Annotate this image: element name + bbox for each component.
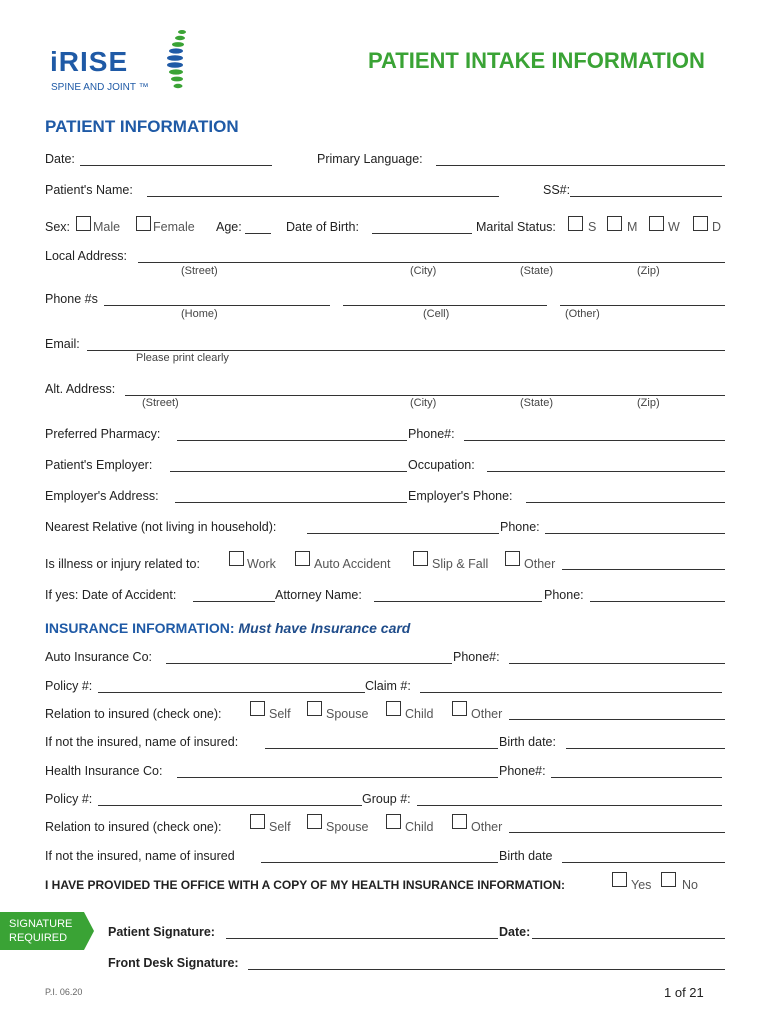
date-label: Date:	[45, 152, 75, 166]
health-spouse-label: Spouse	[326, 820, 369, 834]
auto-child-label: Child	[405, 707, 434, 721]
auto-other-label: Other	[471, 707, 503, 721]
logo-tagline: SPINE AND JOINT ™	[51, 82, 149, 93]
auto-policy-field[interactable]	[98, 692, 365, 693]
employer-address-label: Employer's Address:	[45, 489, 159, 503]
local-state-hint: (State)	[520, 265, 554, 277]
female-checkbox[interactable]	[136, 216, 151, 231]
other-phone-hint: (Other)	[565, 308, 600, 320]
provided-yes-checkbox[interactable]	[612, 872, 627, 887]
insurance-title-text: INSURANCE INFORMATION:	[45, 620, 235, 636]
patient-name-label: Patient's Name:	[45, 183, 133, 197]
auto-relation-label: Relation to insured (check one):	[45, 707, 222, 721]
dob-field[interactable]	[372, 233, 472, 234]
badge-line1: SIGNATURE	[9, 918, 73, 930]
local-address-label: Local Address:	[45, 249, 127, 263]
illness-related-label: Is illness or injury related to:	[45, 557, 200, 571]
health-birth-date-field[interactable]	[562, 862, 725, 863]
attorney-field[interactable]	[374, 601, 542, 602]
insurance-title-note: Must have Insurance card	[238, 620, 411, 636]
signature-required-badge	[0, 912, 94, 950]
nearest-relative-label: Nearest Relative (not living in household):	[45, 520, 277, 534]
marital-d-label: D	[712, 220, 722, 234]
health-policy-label: Policy #:	[45, 792, 93, 806]
page-number: 1 of 21	[664, 985, 704, 1000]
form-code: P.I. 06.20	[45, 987, 83, 997]
logo-text: iRISE	[50, 46, 129, 77]
employer-field[interactable]	[170, 471, 407, 472]
alt-city-hint: (City)	[410, 397, 437, 409]
health-policy-field[interactable]	[98, 805, 362, 806]
relative-phone-label: Phone:	[500, 520, 540, 534]
logo	[50, 46, 190, 100]
primary-language-label: Primary Language:	[317, 152, 423, 166]
patient-name-field[interactable]	[147, 196, 499, 197]
front-desk-signature-label: Front Desk Signature:	[108, 956, 239, 970]
patient-signature-label: Patient Signature:	[108, 925, 215, 939]
other-cause-label: Other	[524, 557, 556, 571]
auto-insurance-phone-label: Phone#:	[453, 650, 500, 664]
pharmacy-phone-label: Phone#:	[408, 427, 455, 441]
health-child-label: Child	[405, 820, 434, 834]
provided-copy-statement: I HAVE PROVIDED THE OFFICE WITH A COPY OF MY HEALTH INSURANCE INFORMATION:	[45, 878, 566, 892]
other-cause-checkbox[interactable]	[505, 551, 520, 566]
badge-line2: REQUIRED	[9, 932, 68, 944]
cell-phone-hint: (Cell)	[423, 308, 450, 320]
signature-date-label: Date:	[499, 925, 531, 939]
insurance-section-title	[45, 620, 410, 636]
other-phone-field[interactable]	[560, 305, 725, 306]
group-field[interactable]	[417, 805, 722, 806]
marital-w-checkbox[interactable]	[649, 216, 664, 231]
health-insurance-phone-label: Phone#:	[499, 764, 546, 778]
health-other-field[interactable]	[509, 832, 725, 833]
health-other-label: Other	[471, 820, 503, 834]
dob-label: Date of Birth:	[286, 220, 359, 234]
pharmacy-phone-field[interactable]	[464, 440, 725, 441]
health-insurance-phone-field[interactable]	[551, 777, 722, 778]
marital-s-checkbox[interactable]	[568, 216, 583, 231]
health-insurance-field[interactable]	[177, 777, 498, 778]
auto-birth-date-label: Birth date:	[499, 735, 556, 749]
alt-street-hint: (Street)	[142, 397, 179, 409]
local-zip-hint: (Zip)	[637, 265, 660, 277]
health-not-insured-field[interactable]	[261, 862, 498, 863]
health-birth-date-label: Birth date	[499, 849, 553, 863]
patient-signature-field[interactable]	[226, 938, 498, 939]
claim-field[interactable]	[420, 692, 722, 693]
alt-address-label: Alt. Address:	[45, 382, 116, 396]
auto-other-field[interactable]	[509, 719, 725, 720]
age-label: Age:	[216, 220, 242, 234]
slip-fall-label: Slip & Fall	[432, 557, 489, 571]
auto-accident-checkbox[interactable]	[295, 551, 310, 566]
marital-m-checkbox[interactable]	[607, 216, 622, 231]
cell-phone-field[interactable]	[343, 305, 547, 306]
alt-state-hint: (State)	[520, 397, 554, 409]
auto-self-label: Self	[269, 707, 291, 721]
auto-not-insured-label: If not the insured, name of insured:	[45, 735, 239, 749]
patient-section-title: PATIENT INFORMATION	[45, 117, 239, 136]
health-self-checkbox[interactable]	[250, 814, 265, 829]
attorney-phone-label: Phone:	[544, 588, 584, 602]
alt-zip-hint: (Zip)	[637, 397, 660, 409]
auto-accident-label: Auto Accident	[314, 557, 391, 571]
provided-yes-label: Yes	[631, 878, 652, 892]
email-hint: Please print clearly	[136, 352, 229, 364]
work-checkbox[interactable]	[229, 551, 244, 566]
pharmacy-label: Preferred Pharmacy:	[45, 427, 161, 441]
auto-spouse-checkbox[interactable]	[307, 701, 322, 716]
group-label: Group #:	[362, 792, 411, 806]
age-field[interactable]	[245, 233, 271, 234]
claim-label: Claim #:	[365, 679, 411, 693]
auto-other-checkbox[interactable]	[452, 701, 467, 716]
marital-status-label: Marital Status:	[476, 220, 556, 234]
work-label: Work	[247, 557, 276, 571]
page-title: PATIENT INTAKE INFORMATION	[368, 48, 705, 73]
health-self-label: Self	[269, 820, 291, 834]
primary-language-field[interactable]	[436, 165, 725, 166]
auto-not-insured-field[interactable]	[265, 748, 498, 749]
local-city-hint: (City)	[410, 265, 437, 277]
employer-address-field[interactable]	[175, 502, 407, 503]
employer-phone-field[interactable]	[526, 502, 725, 503]
male-checkbox[interactable]	[76, 216, 91, 231]
auto-insurance-label: Auto Insurance Co:	[45, 650, 153, 664]
date-field[interactable]	[80, 165, 272, 166]
employer-phone-label: Employer's Phone:	[408, 489, 513, 503]
health-not-insured-label: If not the insured, name of insured	[45, 849, 235, 863]
accident-date-field[interactable]	[193, 601, 275, 602]
home-phone-field[interactable]	[104, 305, 330, 306]
marital-d-checkbox[interactable]	[693, 216, 708, 231]
health-child-checkbox[interactable]	[386, 814, 401, 829]
provided-no-label: No	[682, 878, 698, 892]
health-other-checkbox[interactable]	[452, 814, 467, 829]
home-phone-hint: (Home)	[181, 308, 218, 320]
health-insurance-label: Health Insurance Co:	[45, 764, 163, 778]
phone-numbers-label: Phone #s	[45, 292, 98, 306]
spine-logo-icon	[158, 28, 198, 98]
ss-label: SS#:	[543, 183, 571, 197]
occupation-field[interactable]	[487, 471, 725, 472]
marital-w-label: W	[668, 220, 680, 234]
auto-spouse-label: Spouse	[326, 707, 369, 721]
local-street-hint: (Street)	[181, 265, 218, 277]
female-label: Female	[153, 220, 195, 234]
employer-label: Patient's Employer:	[45, 458, 153, 472]
relative-phone-field[interactable]	[545, 533, 725, 534]
local-address-field[interactable]	[138, 262, 725, 263]
health-relation-label: Relation to insured (check one):	[45, 820, 222, 834]
auto-child-checkbox[interactable]	[386, 701, 401, 716]
email-field[interactable]	[87, 350, 725, 351]
sex-label: Sex:	[45, 220, 71, 234]
auto-insurance-phone-field[interactable]	[509, 663, 725, 664]
occupation-label: Occupation:	[408, 458, 475, 472]
auto-insurance-field[interactable]	[166, 663, 452, 664]
provided-copy-text: I HAVE PROVIDED THE OFFICE WITH A COPY OF MY HEALTH INSURANCE INFORMATION	[45, 878, 562, 892]
marital-s-label: S	[588, 220, 597, 234]
auto-self-checkbox[interactable]	[250, 701, 265, 716]
pharmacy-field[interactable]	[177, 440, 407, 441]
auto-policy-label: Policy #:	[45, 679, 93, 693]
male-label: Male	[93, 220, 121, 234]
signature-date-field[interactable]	[532, 938, 725, 939]
slip-fall-checkbox[interactable]	[413, 551, 428, 566]
alt-address-field[interactable]	[125, 395, 725, 396]
other-cause-field[interactable]	[562, 569, 725, 570]
attorney-phone-field[interactable]	[590, 601, 725, 602]
accident-date-label: If yes: Date of Accident:	[45, 588, 177, 602]
ss-field[interactable]	[570, 196, 722, 197]
health-spouse-checkbox[interactable]	[307, 814, 322, 829]
attorney-label: Attorney Name:	[275, 588, 362, 602]
marital-m-label: M	[627, 220, 638, 234]
auto-birth-date-field[interactable]	[566, 748, 725, 749]
nearest-relative-field[interactable]	[307, 533, 499, 534]
front-desk-signature-field[interactable]	[248, 969, 725, 970]
provided-no-checkbox[interactable]	[661, 872, 676, 887]
email-label: Email:	[45, 337, 80, 351]
